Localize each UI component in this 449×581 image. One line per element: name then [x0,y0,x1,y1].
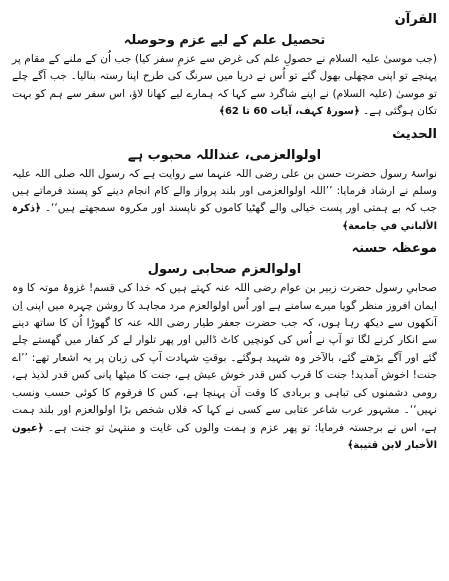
mauiza-text: صحابیِ رسول حضرت زبیر بن عوام رضی اللہ عنہ کہتے ہیں کہ خدا کی قسم! غزوۂ موتہ کا وہ ایمان افروز منظر گویا میرے سامنے ہے اور اُس اولوالعزم مرد مجاہد کا روشن چہرہ میں اپنی اِن آنکھوں سے دیکھ رہا ہوں، کہ جب حضرت جعفر طیار رضی اللہ عنہ کا گھوڑا اُن کا ساتھ دینے سے انکار کرنے لگا تو آپ نے اُس کی کونچیں کاٹ ڈالیں اور پھر تلوار لے کر کفار میں گھستے چلے گئے اور آگے بڑھتے گئے، بالآخر وہ شہید ہوگئے۔ بوقتِ شہادت آپ کی زبان پر یہ اشعار تھے: ’’اے جنت! اخوش آمدید! جنت کا قرب کس قدر خوش عیش ہے، جنت کا میٹھا پانی کس قدر لذیذ ہے، رومی دشمنوں کی تباہی و بربادی کا وقت آن پہنچا ہے، کس کا فرقوم کا کوئی حسب ونسب نہیں‘‘۔ مشہور عرب شاعر عتابی سے کسی نے کہا کہ فلاں شخص بڑا اولوالعزم اور بلند ہمت ہے، اس نے برجستہ فرمایا: تو پھر عزم و ہمت والوں کی غایت و منتہیٰ تو جنت ہے۔ [12,282,438,434]
hadith-heading: اولوالعزمی، عنداللہ محبوب ہے [127,147,322,163]
mauiza-reference: ﴿عیون الأخبار لابن قتیبة﴾ [12,422,437,451]
quran-text: (جب موسیٰ علیہ السلام نے حصولِ علم کی غرض سے عزمِ سفر کیا) جب اُن کے ملنے کے مقام پر پہنچے تو اپنی مچھلی بھول گئے تو اُس نے دریا میں سرنگ کی طرح اپنا رستہ بنالیا۔ جب آگے چلے تو موسیٰ (علیہ السلام) نے اپنے شاگرد سے کہا کہ ہمارے لیے کھانا لاؤ، اس سفر سے ہم کو بہت تکان ہوگئی ہے۔ [12,53,437,118]
quran-reference: ﴿سورۂ کہف، آیات 60 تا 62﴾ [219,106,360,118]
mauiza-heading: اولوالعزم صحابی رسول [147,262,302,278]
mauiza-paragraph [12,280,437,454]
quran-heading: تحصیل علم کے لیے عزم وحوصلہ [123,33,326,48]
hadith-section-title: الحدیث [392,126,437,142]
hadith-text: نواسۂ رسول حضرت حسن بن علی رضی اللہ عنہما سے روایت ہے کہ رسول اللہ صلی اللہ علیہ وسلم نے ارشاد فرمایا: ’’اللہ اولوالعزمی اور بلند پرواز والے کام انجام دینے کو پسند فرماتے ہیں جب کہ بے ہمتی اور پست خیالی والے گھٹیا کاموں کو ناپسند اور مکروہ سمجھتے ہیں‘‘۔ [12,167,437,215]
hadith-paragraph [12,166,437,236]
mauiza-section-title: موعظہ حسنہ [351,241,437,257]
quran-paragraph [12,51,437,121]
quran-section-title: القرآن [394,12,437,27]
hadith-reference: ﴿ذکرہ الألباني في جامعة﴾ [12,203,437,232]
